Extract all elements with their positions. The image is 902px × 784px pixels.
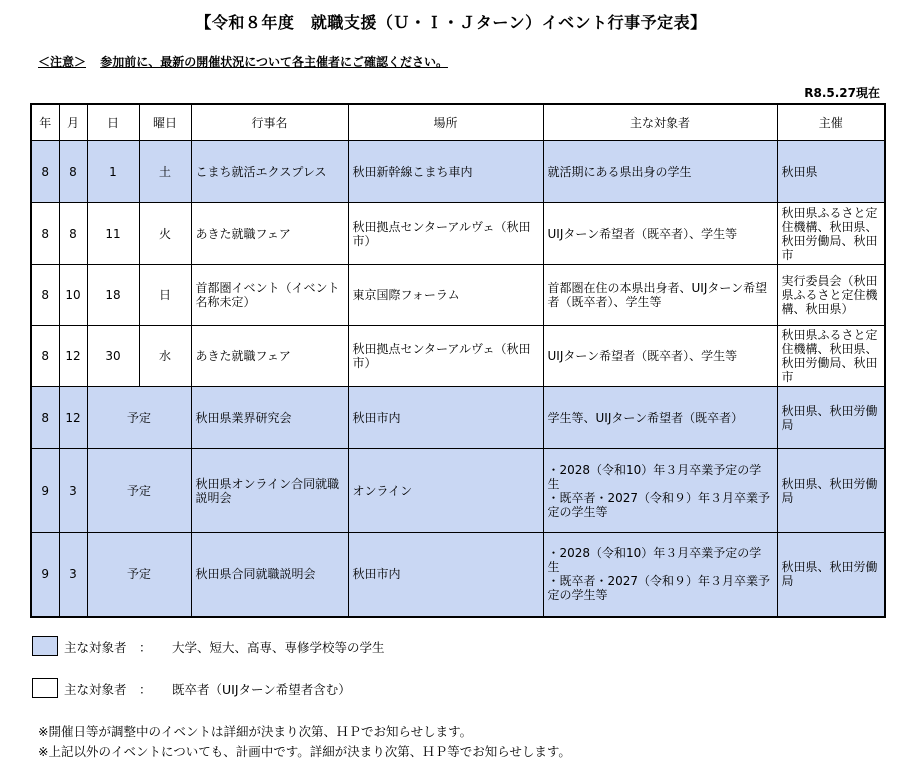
cell-host: 秋田県、秋田労働局 <box>777 533 885 617</box>
target-line: ・既卒者・2027（令和９）年３月卒業予定の学生等 <box>547 490 771 519</box>
cell-date-note: 予定 <box>87 387 191 449</box>
table-row <box>31 533 885 617</box>
cell-weekday: 日 <box>139 265 191 326</box>
cell-month: 10 <box>59 265 87 326</box>
footnote: ※開催日等が調整中のイベントは詳細が決まり次第、ＨＰでお知らせします。 <box>38 724 473 739</box>
header-event-name: 行事名 <box>191 104 348 141</box>
cell-event-name: こまち就活エクスプレス <box>191 141 348 203</box>
cell-day: 11 <box>87 203 139 265</box>
cell-target: 就活期にある県出身の学生 <box>543 141 777 203</box>
cell-year: 9 <box>31 449 59 533</box>
cell-host: 秋田県、秋田労働局 <box>777 387 885 449</box>
table-row <box>31 141 885 203</box>
target-line: ・2028（令和10）年３月卒業予定の学生 <box>547 546 762 575</box>
cell-event-name: あきた就職フェア <box>191 203 348 265</box>
notice-label: ＜注意＞ <box>38 55 87 69</box>
cell-event-name: あきた就職フェア <box>191 326 348 387</box>
cell-year: 8 <box>31 265 59 326</box>
cell-place: 秋田市内 <box>348 387 543 449</box>
cell-weekday: 土 <box>139 141 191 203</box>
legend-desc: 大学、短大、高専、専修学校等の学生 <box>172 640 385 655</box>
cell-month: 3 <box>59 449 87 533</box>
page-title: 【令和８年度 就職支援（Ｕ・Ｉ・Ｊターン）イベント行事予定表】 <box>195 13 707 32</box>
table-row <box>31 203 885 265</box>
cell-host: 秋田県 <box>777 141 885 203</box>
cell-year: 8 <box>31 326 59 387</box>
notice-text: 参加前に、最新の開催状況について各主催者にご確認ください。 <box>100 55 448 69</box>
legend-label: 主な対象者 ： <box>64 640 152 655</box>
cell-place: 秋田新幹線こまち車内 <box>348 141 543 203</box>
cell-month: 3 <box>59 533 87 617</box>
cell-event-name: 秋田県オンライン合同就職説明会 <box>191 449 348 533</box>
footnote: ※上記以外のイベントについても、計画中です。詳細が決まり次第、ＨＰ等でお知らせします。 <box>38 744 571 759</box>
target-line: ・2028（令和10）年３月卒業予定の学生 <box>547 462 762 491</box>
cell-weekday: 火 <box>139 203 191 265</box>
cell-place: 東京国際フォーラム <box>348 265 543 326</box>
cell-event-name: 秋田県業界研究会 <box>191 387 348 449</box>
cell-day: 18 <box>87 265 139 326</box>
cell-year: 9 <box>31 533 59 617</box>
table-row <box>31 326 885 387</box>
cell-day: 1 <box>87 141 139 203</box>
cell-target: 学生等、UIJターン希望者（既卒者） <box>543 387 777 449</box>
cell-place: 秋田拠点センターアルヴェ（秋田市） <box>348 203 543 265</box>
cell-event-name: 秋田県合同就職説明会 <box>191 533 348 617</box>
legend-swatch-student <box>32 636 58 656</box>
notice <box>38 53 448 70</box>
cell-month: 12 <box>59 387 87 449</box>
header-month: 月 <box>59 104 87 141</box>
cell-host: 実行委員会（秋田県ふるさと定住機構、秋田県） <box>777 265 885 326</box>
cell-place: オンライン <box>348 449 543 533</box>
target-line: ・既卒者・2027（令和９）年３月卒業予定の学生等 <box>547 574 771 603</box>
cell-year: 8 <box>31 203 59 265</box>
header-target: 主な対象者 <box>543 104 777 141</box>
cell-day: 30 <box>87 326 139 387</box>
cell-host: 秋田県、秋田労働局 <box>777 449 885 533</box>
cell-target: 首都圏在住の本県出身者、UIJターン希望者（既卒者）、学生等 <box>543 265 777 326</box>
cell-year: 8 <box>31 387 59 449</box>
cell-target <box>543 449 777 533</box>
cell-month: 8 <box>59 203 87 265</box>
cell-place: 秋田市内 <box>348 533 543 617</box>
cell-month: 12 <box>59 326 87 387</box>
cell-place: 秋田拠点センターアルヴェ（秋田市） <box>348 326 543 387</box>
header-host: 主催 <box>777 104 885 141</box>
table-row <box>31 265 885 326</box>
table-row <box>31 387 885 449</box>
legend-desc: 既卒者（UIJターン希望者含む） <box>172 682 351 697</box>
cell-weekday: 水 <box>139 326 191 387</box>
cell-target: UIJターン希望者（既卒者）、学生等 <box>543 326 777 387</box>
header-year: 年 <box>31 104 59 141</box>
event-schedule-table <box>30 103 886 618</box>
cell-month: 8 <box>59 141 87 203</box>
cell-event-name: 首都圏イベント（イベント名称未定） <box>191 265 348 326</box>
cell-date-note: 予定 <box>87 533 191 617</box>
header-weekday: 曜日 <box>139 104 191 141</box>
legend-swatch-graduate <box>32 678 58 698</box>
header-day: 日 <box>87 104 139 141</box>
legend-label: 主な対象者 ： <box>64 682 152 697</box>
cell-date-note: 予定 <box>87 449 191 533</box>
cell-target <box>543 533 777 617</box>
cell-host: 秋田県ふるさと定住機構、秋田県、秋田労働局、秋田市 <box>777 326 885 387</box>
as-of-date: R8.5.27現在 <box>804 86 880 100</box>
cell-target: UIJターン希望者（既卒者）、学生等 <box>543 203 777 265</box>
cell-year: 8 <box>31 141 59 203</box>
table-row <box>31 449 885 533</box>
cell-host: 秋田県ふるさと定住機構、秋田県、秋田労働局、秋田市 <box>777 203 885 265</box>
table-header-row <box>31 104 885 141</box>
header-place: 場所 <box>348 104 543 141</box>
